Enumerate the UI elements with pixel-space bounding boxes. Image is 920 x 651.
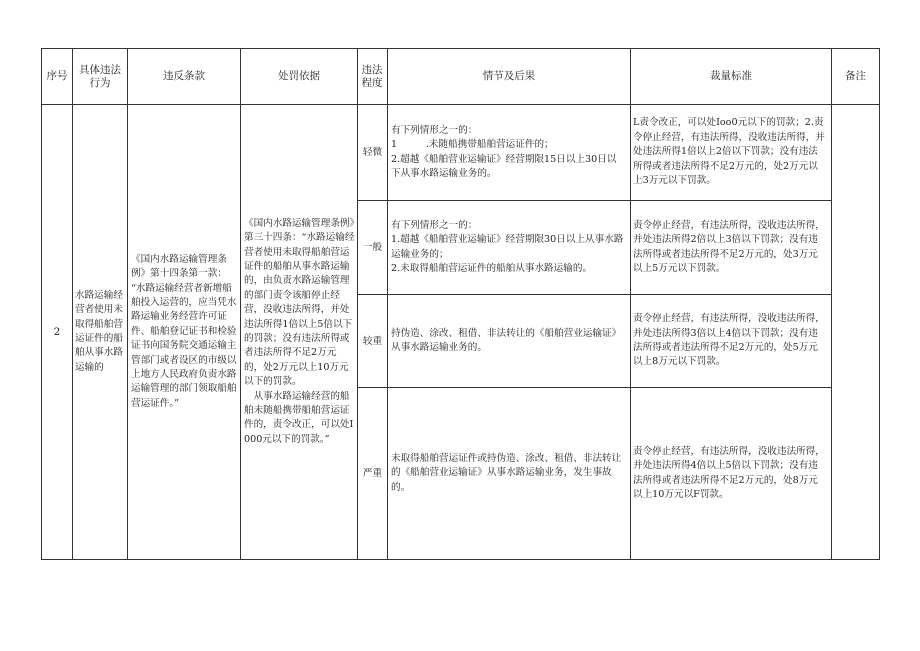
- header-seq: 序号: [46, 70, 68, 82]
- header-behavior: 具体违法行为: [79, 63, 121, 89]
- level-degree: 一般: [362, 242, 383, 253]
- level-circumstance: [388, 105, 630, 200]
- level-circumstance-text: 有下列情形之一的： 1.超越《船舶营业运输证》经营期限30日以上从事水路运输业务的； 2.未取得船舶营运证件的船舶从事水路运输的。: [391, 219, 624, 274]
- level-circumstance: [388, 201, 630, 294]
- row-clause: [128, 105, 240, 559]
- header-standard: 裁量标准: [710, 70, 752, 82]
- row-behavior-text: 水路运输经营者使用未取得船舶营运证件的船舶从事水路运输的: [75, 289, 123, 373]
- level-circumstance-text: 未取得船舶营运证件或持伪造、涂改、租借、非法转让的《船舶营业运输证》从事水路运输业务，发生事故的。: [391, 452, 622, 493]
- level-circumstance-text: 持伪造、涂改、租借、非法转让的《船舶营业运输证》从事水路运输业务的。: [391, 327, 622, 353]
- header-remark: 备注: [845, 70, 866, 82]
- level-standard-text: 责令停止经营，有违法所得，没收违法所得，并处违法所得4倍以上5倍以下罚款；没有违法所得或者违法所得不足2万元的，处8万元以上10万元以F罚款。: [633, 445, 825, 500]
- level-standard: [631, 201, 831, 294]
- header-basis: 处罚依据: [278, 70, 320, 82]
- level-circumstance: [388, 388, 630, 559]
- level-degree: 轻微: [362, 147, 383, 158]
- row-behavior: [73, 105, 127, 559]
- row-clause-text: 《国内水路运输管理条例》第十四条第一款： “水路运输经营者新增船舶投入运营的，应当凭水路运输业务经营许可证件、船舶登记证书和检验证书向国务院交通运输主管部门或者设区的市级以上地方人民政府负责水路运输管理的部门领取船舶营运证件。”: [131, 253, 237, 409]
- row-seq: 2: [53, 325, 61, 338]
- border-bottom: [41, 559, 880, 560]
- level-standard: [631, 388, 831, 559]
- header-clause: 违反条款: [163, 70, 205, 82]
- level-standard-text: L责令改正，可以处Ioo0元以下的罚款；2.责令停止经营，有违法所得，没收违法所得，并处违法所得1倍以上2倍以下罚款；没有违法所得或者违法所得不足2万元的，处2万元以上3万元以下罚款。: [633, 117, 825, 187]
- level-standard-text: 责令停止经营，有违法所得，没收违法所得，并处违法所得2倍以上3倍以下罚款；没有违法所得或者违法所得不足2万元的，处3万元以上5万元以下罚款。: [633, 219, 825, 274]
- level-circumstance: [388, 295, 630, 387]
- header-circumstance: 情节及后果: [482, 70, 536, 82]
- header-degree: 违法程度: [361, 63, 383, 89]
- level-degree: 严重: [362, 468, 383, 479]
- level-standard: [631, 105, 831, 200]
- row-basis-text: 《国内水路运输管理条例》第三十四条：“水路运输经营者使用未取得船舶营运证件的船舶从事水路运输的，由负责水路运输管理的部门责令该船停止经营，没收违法所得，并处违法所得1倍以上5倍以下的罚款；没有违法所得或者违法所得不足2万元的，处2万元以上10万元以下的罚款。 从事水路运输经营的船舶未随船携带船舶营运证件的，责令改正，可以处I000元以下的罚款。”: [244, 217, 355, 445]
- level-standard-text: 责令停止经营，有违法所得，没收违法所得，并处违法所得3倍以上4倍以下罚款；没有违法所得或者违法所得不足2万元的，处5万元以上8万元以下罚款。: [633, 313, 825, 368]
- col-line-8: [879, 48, 880, 560]
- row-remark: [832, 105, 879, 559]
- level-degree: 较重: [362, 335, 383, 347]
- row-basis: [241, 105, 357, 559]
- level-standard: [631, 295, 831, 387]
- level-circumstance-text: 有下列情形之一的： 1 .未随船携带船舶营运证件的； 2.超越《船舶营业运输证》经营期限15日以上30日以下从事水路运输业务的。: [391, 124, 617, 179]
